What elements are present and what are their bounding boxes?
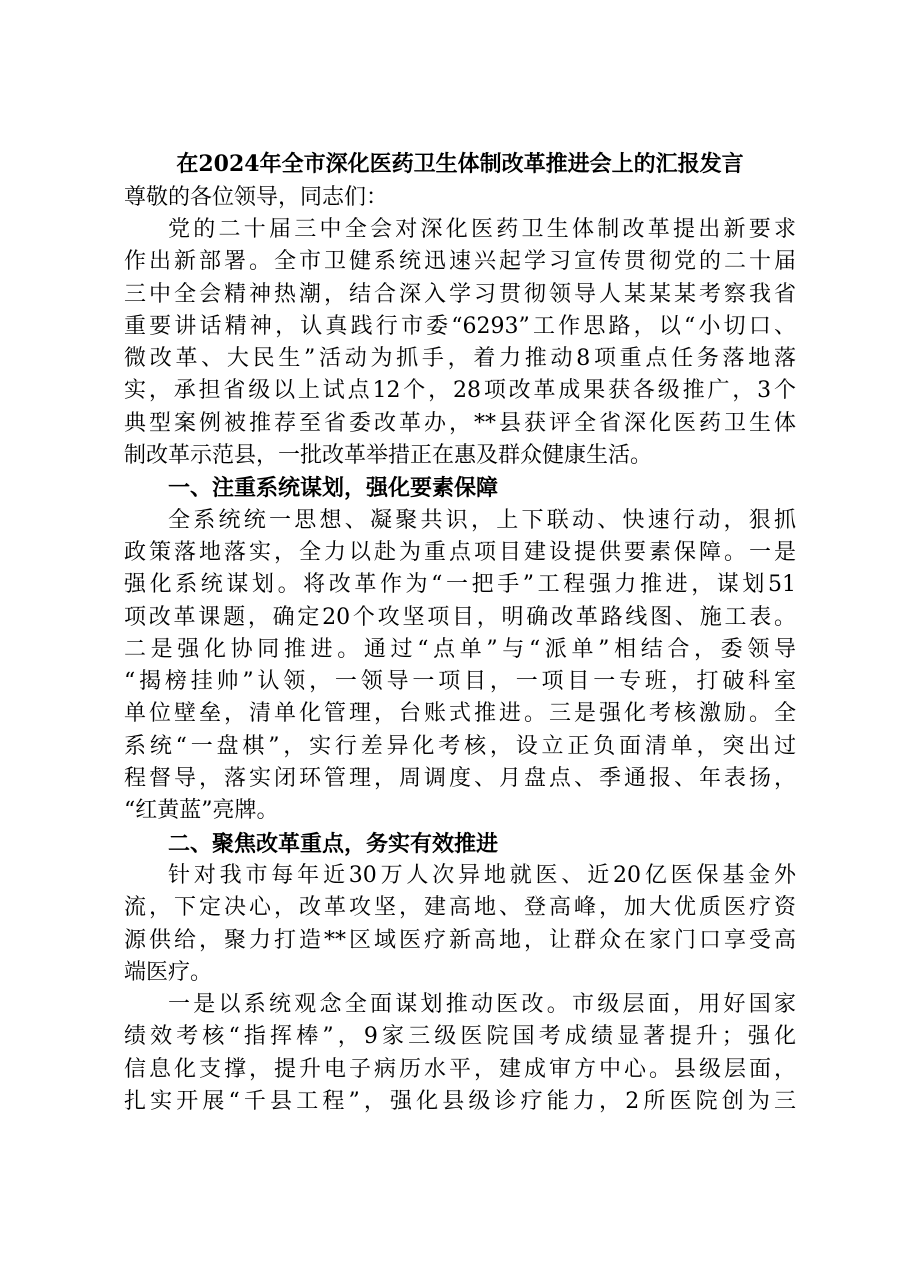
section-heading-2: 二、聚焦改革重点，务实有效推进 bbox=[168, 830, 499, 857]
section-heading-1: 一、注重系统谋划，强化要素保障 bbox=[168, 475, 499, 502]
paragraph-line: 针对我市每年近30万人次异地就医、近20亿医保基金外 bbox=[168, 862, 796, 888]
paragraph-line: 流，下定决心，改革攻坚，建高地、登高峰，加大优质医疗资 bbox=[124, 895, 796, 921]
paragraph-line: 三中全会精神热潮，结合深入学习贯彻领导人某某某考察我省 bbox=[124, 281, 796, 307]
paragraph-line: 扎实开展“千县工程”，强化县级诊疗能力，2所医院创为三 bbox=[124, 1089, 796, 1115]
document-page bbox=[124, 146, 796, 1118]
paragraph-line: 程督导，落实闭环管理，周调度、月盘点、季通报、年表扬， bbox=[124, 766, 796, 792]
paragraph-line: 全系统统一思想、凝聚共识，上下联动、快速行动，狠抓 bbox=[168, 507, 796, 533]
paragraph-line: 政策落地落实，全力以赴为重点项目建设提供要素保障。一是 bbox=[124, 539, 796, 565]
paragraph-line: 一是以系统观念全面谋划推动医改。市级层面，用好国家 bbox=[168, 992, 796, 1018]
paragraph-line: 绩效考核“指挥棒”，9家三级医院国考成绩显著提升；强化 bbox=[124, 1024, 796, 1050]
section2-paragraph-1 bbox=[124, 860, 796, 989]
paragraph-line: 党的二十届三中全会对深化医药卫生体制改革提出新要求 bbox=[168, 217, 796, 242]
greeting: 尊敬的各位领导，同志们： bbox=[124, 185, 389, 210]
section2-paragraph-2 bbox=[124, 989, 796, 1118]
paragraph-line: 项改革课题，确定20个攻坚项目，明确改革路线图、施工表。 bbox=[124, 604, 796, 630]
paragraph-line: 重要讲话精神，认真践行市委“6293”工作思路，以“小切口、 bbox=[124, 313, 796, 339]
paragraph-line: 强化系统谋划。将改革作为“一把手”工程强力推进，谋划51 bbox=[124, 572, 796, 598]
paragraph-line: 单位壁垒，清单化管理，台账式推进。三是强化考核激励。全 bbox=[124, 701, 796, 727]
section1-paragraph bbox=[124, 505, 796, 828]
paragraph-line: 端医疗。 bbox=[124, 959, 213, 985]
paragraph-line: 信息化支撑，提升电子病历水平，建成审方中心。县级层面， bbox=[124, 1056, 796, 1082]
document-title: 在2024年全市深化医药卫生体制改革推进会上的汇报发言 bbox=[176, 151, 744, 177]
paragraph-line: “红黄蓝”亮牌。 bbox=[124, 798, 279, 824]
paragraph-line: 系统“一盘棋”，实行差异化考核，设立正负面清单，突出过 bbox=[124, 733, 796, 759]
paragraph-line: 源供给，聚力打造**区域医疗新高地，让群众在家门口享受高 bbox=[124, 927, 796, 953]
paragraph-line: 微改革、大民生”活动为抓手，着力推动8项重点任务落地落 bbox=[124, 346, 796, 372]
intro-paragraph bbox=[124, 214, 796, 472]
paragraph-line: 二是强化协同推进。通过“点单”与“派单”相结合，委领导 bbox=[124, 636, 796, 662]
paragraph-line: 作出新部署。全市卫健系统迅速兴起学习宣传贯彻党的二十届 bbox=[124, 249, 796, 275]
paragraph-line: 实，承担省级以上试点12个，28项改革成果获各级推广，3个 bbox=[124, 378, 796, 404]
paragraph-line: 制改革示范县，一批改革举措正在惠及群众健康生活。 bbox=[124, 443, 653, 469]
paragraph-line: 典型案例被推荐至省委改革办，**县获评全省深化医药卫生体 bbox=[124, 410, 796, 436]
paragraph-line: “揭榜挂帅”认领，一领导一项目，一项目一专班，打破科室 bbox=[124, 669, 796, 695]
